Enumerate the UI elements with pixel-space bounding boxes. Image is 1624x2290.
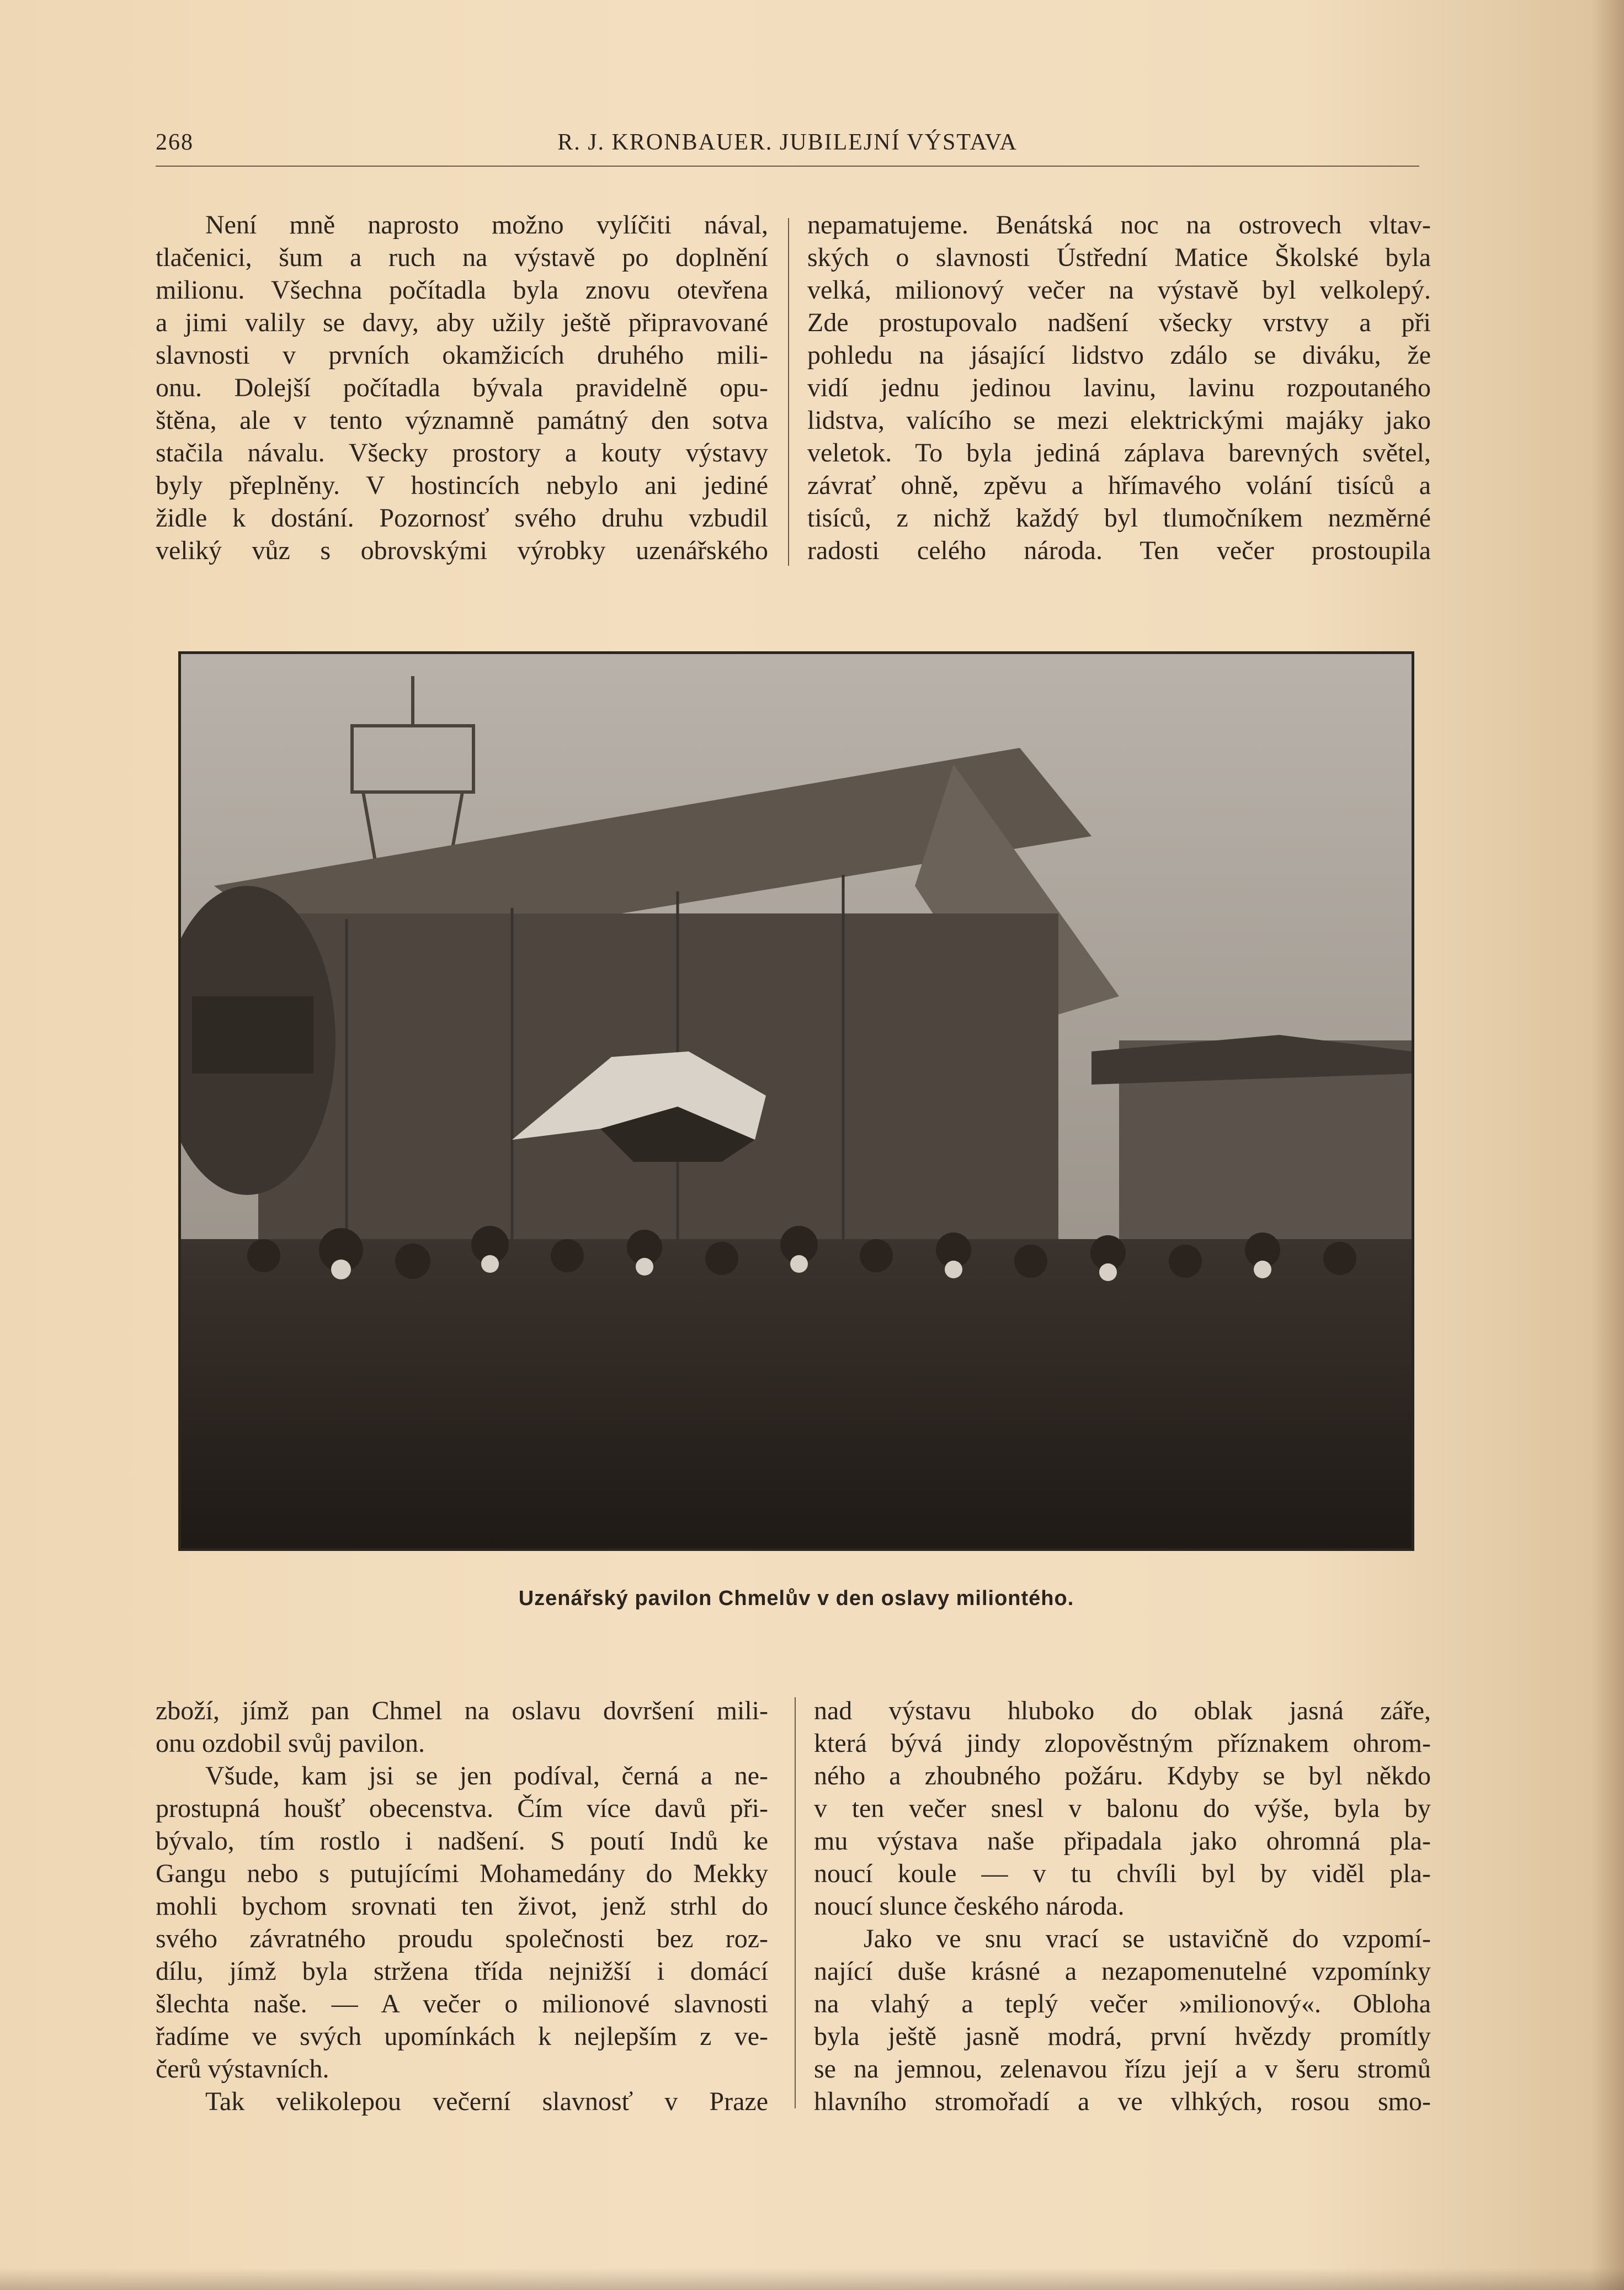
text-line: v ten večer snesl v balonu do výše, byla by: [814, 1794, 1431, 1823]
text-line: noucí slunce českého národa.: [814, 1891, 1125, 1921]
text-line: Zde prostupovalo nadšení všecky vrstvy a při: [807, 308, 1431, 337]
text-line: ských o slavnosti Ústřední Matice Školské byla: [807, 243, 1431, 272]
pavilion-photo: [181, 654, 1412, 1548]
sign-board: [192, 996, 313, 1074]
text-line: Všude, kam jsi se jen podíval, černá a ne-: [205, 1761, 768, 1790]
crowd: [181, 1239, 1412, 1548]
text-line: onu ozdobil svůj pavilon.: [156, 1729, 425, 1758]
text-line: mu výstava naše připadala jako ohromná pla-: [814, 1826, 1431, 1856]
running-head: R. J. KRONBAUER. JUBILEJNÍ VÝSTAVA: [557, 130, 1018, 155]
spine-shadow: [1591, 0, 1624, 2290]
text-line: se na jemnou, zelenavou řízu její a v šeru stromů: [814, 2054, 1431, 2084]
text-line: pohledu na jásající lidstvo zdálo se diváku, že: [807, 341, 1431, 370]
text-line: na vlahý a teplý večer »milionový«. Obloha: [814, 1989, 1431, 2018]
text-line: velká, milionový večer na výstavě byl velkolepý.: [807, 275, 1431, 305]
text-line: milionu. Všechna počítadla byla znovu otevřena: [156, 275, 768, 305]
column-divider-top: [788, 218, 789, 566]
text-line: slavnosti v prvních okamžicích druhého mili-: [156, 341, 768, 370]
header-rule: [156, 166, 1419, 167]
text-column-bottom-right: [814, 1694, 1431, 2118]
photograph: [178, 651, 1414, 1551]
text-line: čerů výstavních.: [156, 2054, 329, 2084]
text-line: zboží, jímž pan Chmel na oslavu dovršení mili-: [156, 1696, 768, 1725]
text-line: židle k dostání. Pozornosť svého druhu vzbudil: [156, 503, 768, 533]
text-line: Není mně naprosto možno vylíčiti nával,: [205, 210, 768, 240]
text-line: závrať ohně, zpěvu a hřímavého volání tisíců a: [807, 471, 1431, 500]
text-line: vidí jednu jedinou lavinu, lavinu rozpoutaného: [807, 373, 1431, 402]
page-edge: [0, 2268, 1624, 2290]
text-line: veletok. To byla jediná záplava barevných světel,: [807, 438, 1431, 467]
text-line: nající duše krásné a nezapomenutelné vzpomínky: [814, 1957, 1431, 1986]
text-column-top-right: [807, 209, 1431, 567]
text-line: nepamatujeme. Benátská noc na ostrovech vltav-: [807, 210, 1431, 240]
text-line: a jimi valily se davy, aby užily ještě připravované: [156, 308, 768, 337]
text-line: ného a zhoubného požáru. Kdyby se byl někdo: [814, 1761, 1431, 1790]
page-header: [156, 125, 1419, 163]
text-line: šlechta naše. — A večer o milionové slavnosti: [156, 1989, 768, 2018]
text-line: dílu, jímž byla stržena třída nejnižší i domácí: [156, 1957, 768, 1986]
text-line: byla ještě jasně modrá, první hvězdy promítly: [814, 2022, 1431, 2051]
text-line: lidstva, valícího se mezi elektrickými majáky jako: [807, 406, 1431, 435]
text-line: svého závratného proudu společnosti bez roz-: [156, 1924, 768, 1953]
text-line: Tak velikolepou večerní slavnosť v Praze: [205, 2087, 768, 2116]
text-line: bývalo, tím rostlo i nadšení. S poutí Indů ke: [156, 1826, 768, 1856]
text-line: nad výstavu hluboko do oblak jasná záře,: [814, 1696, 1431, 1725]
text-line: tisíců, z nichž každý byl tlumočníkem nezměrné: [807, 503, 1431, 533]
text-line: tlačenici, šum a ruch na výstavě po doplnění: [156, 243, 768, 272]
text-line: hlavního stromořadí a ve vlhkých, rosou smo-: [814, 2087, 1431, 2116]
text-line: onu. Dolejší počítadla bývala pravidelně opu-: [156, 373, 768, 402]
text-line: noucí koule — v tu chvíli byl by viděl pla-: [814, 1859, 1431, 1888]
text-line: byly přeplněny. V hostincích nebylo ani jediné: [156, 471, 768, 500]
text-line: mohli bychom srovnati ten život, jenž strhl do: [156, 1891, 768, 1921]
text-line: stačila návalu. Všecky prostory a kouty výstavy: [156, 438, 768, 467]
text-line: Gangu nebo s putujícími Mohamedány do Mekky: [156, 1859, 768, 1888]
text-line: radosti celého národa. Ten večer prostoupila: [807, 536, 1431, 565]
text-line: řadíme ve svých upomínkách k nejlepším z ve-: [156, 2022, 768, 2051]
column-divider-bottom: [795, 1697, 796, 2108]
text-column-top-left: [156, 209, 768, 567]
text-line: která bývá jindy zlopověstným příznakem ohrom-: [814, 1729, 1431, 1758]
text-line: prostupná houšť obecenstva. Čím více davů při-: [156, 1794, 768, 1823]
page-number: 268: [156, 130, 194, 155]
text-line: Jako ve snu vrací se ustavičně do vzpomí-: [864, 1924, 1431, 1953]
text-column-bottom-left: [156, 1694, 768, 2118]
text-line: veliký vůz s obrovskými výrobky uzenářského: [156, 536, 768, 565]
text-line: štěna, ale v tento významně památný den sotva: [156, 406, 768, 435]
figure-caption: Uzenářský pavilon Chmelův v den oslavy miliontého.: [518, 1587, 1074, 1610]
